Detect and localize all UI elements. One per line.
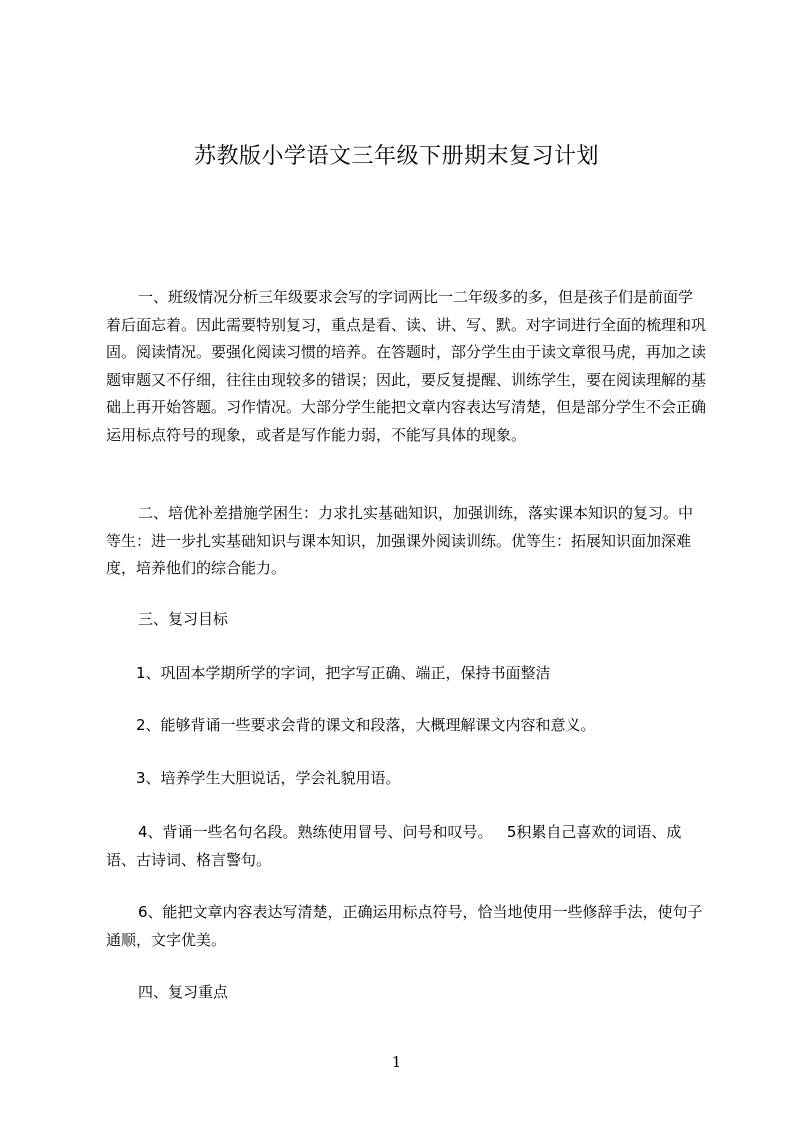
paragraph-class-analysis: 一、班级情况分析三年级要求会写的字词两比一二年级多的多，但是孩子们是前面学着后面忘着。因此需要特别复习，重点是看、读、讲、写、默。对字词进行全面的梳理和巩固。阅读情况。要强化阅读习惯的培养。在答题时，部分学生由于读文章很马虎，再加之读题审题又不仔细，往往由现较多的错误；因此，要反复提醒、训练学生，要在阅读理解的基础上再开始答题。习作情况。大部分学生能把文章内容表达写清楚，但是部分学生不会正确运用标点符号的现象，或者是写作能力弱，不能写具体的现象。 xyxy=(106,288,707,444)
goal-item-4-5: 4、背诵一些名句名段。熟练使用冒号、问号和叹号。 5积累自己喜欢的词语、成语、古诗词、格言警句。 xyxy=(106,823,682,869)
goal-item-1: 1、巩固本学期所学的字词，把字写正确、端正，保持书面整洁 xyxy=(136,664,551,682)
goal-item-3: 3、培养学生大胆说话，学会礼貌用语。 xyxy=(136,769,401,787)
heading-review-goals: 三、复习目标 xyxy=(138,610,229,628)
document-title: 苏教版小学语文三年级下册期末复习计划 xyxy=(193,144,599,169)
page-number: 1 xyxy=(391,1053,402,1071)
goal-item-6: 6、能把文章内容表达写清楚，正确运用标点符号，恰当地使用一些修辞手法，使句子通顺，文字优美。 xyxy=(106,903,703,949)
heading-review-focus: 四、复习重点 xyxy=(138,983,229,1001)
paragraph-tutoring-measures: 二、培优补差措施学困生：力求扎实基础知识，加强训练，落实课本知识的复习。中等生：进一步扎实基础知识与课本知识，加强课外阅读训练。优等生：拓展知识面加深难度，培养他们的综合能力。 xyxy=(106,504,694,577)
goal-item-2: 2、能够背诵一些要求会背的课文和段落，大概理解课文内容和意义。 xyxy=(136,716,596,734)
